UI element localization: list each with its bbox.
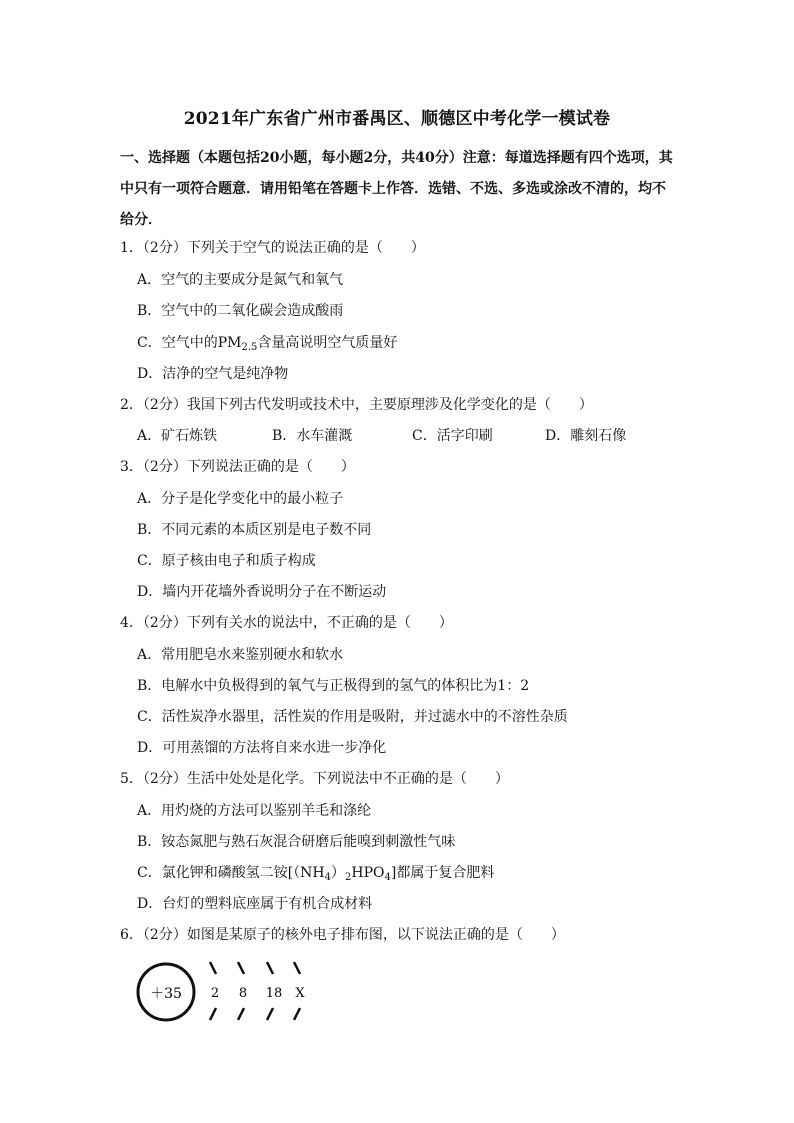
question-1-option-d: D．洁净的空气是纯净物 (137, 366, 289, 382)
shell-3-arc-top (267, 962, 273, 974)
shell-3-arc-bottom (267, 1008, 273, 1020)
shell-3-electrons: 18 (265, 986, 283, 1001)
atom-structure-diagram (134, 958, 334, 1028)
shell-2-arc-bottom (238, 1008, 244, 1020)
question-2-stem: 2．（2分）我国下列古代发明或技术中，主要原理涉及化学变化的是（ ） (120, 397, 593, 413)
question-2-options (137, 425, 626, 445)
question-2-option-d: D．雕刻石像 (545, 428, 627, 444)
question-3-stem: 3．（2分）下列说法正确的是（ ） (120, 459, 355, 475)
question-5-option-d: D．台灯的塑料底座属于有机合成材料 (137, 896, 373, 912)
question-3-option-c: C．原子核由电子和质子构成 (137, 553, 316, 569)
question-2-option-c: C．活字印刷 (412, 428, 493, 444)
question-2-option-b: B．水车灌溉 (272, 428, 353, 444)
question-3-option-b: B．不同元素的本质区别是电子数不同 (137, 522, 372, 538)
shell-1-electrons: 2 (210, 986, 220, 1001)
question-4-stem: 4．（2分）下列有关水的说法中，不正确的是（ ） (120, 615, 453, 631)
page-title: 2021年广东省广州市番禺区、顺德区中考化学一模试卷 (183, 109, 611, 129)
question-5-option-b: B．铵态氮肥与熟石灰混合研磨后能嗅到刺激性气味 (137, 834, 456, 850)
shell-4-arc-bottom (294, 1008, 300, 1020)
question-1-option-c: C．空气中的$PM_{2.5}$含量高说明空气质量好 (137, 335, 398, 353)
question-1-option-b: B．空气中的二氧化碳会造成酸雨 (137, 303, 344, 319)
question-6-stem: 6．（2分）如图是某原子的核外电子排布图，以下说法正确的是（ ） (120, 927, 565, 943)
nucleus-charge: ＋35 (150, 986, 182, 1002)
shell-1-arc-bottom (210, 1008, 216, 1020)
question-1-stem: 1．（2分）下列关于空气的说法正确的是（ ） (120, 240, 425, 256)
shell-2-electrons: 8 (238, 986, 248, 1001)
question-5-option-c: C．氯化钾和磷酸氢二铵$[(NH_4)_2HPO_4]$都属于复合肥料 (137, 865, 495, 883)
question-4-option-b: B．电解水中负极得到的氧气与正极得到的氢气的体积比为1：2 (137, 678, 530, 694)
question-3-option-d: D．墙内开花墙外香说明分子在不断运动 (137, 584, 387, 600)
question-5-option-a: A．用灼烧的方法可以鉴别羊毛和涤纶 (137, 803, 372, 819)
shell-2-arc-top (238, 962, 244, 974)
question-1-option-a: A．空气的主要成分是氮气和氧气 (137, 272, 344, 288)
question-4-option-a: A．常用肥皂水来鉴别硬水和软水 (137, 647, 344, 663)
question-4-option-c: C．活性炭净水器里，活性炭的作用是吸附，并过滤水中的不溶性杂质 (137, 709, 568, 725)
question-4-option-d: D．可用蒸馏的方法将自来水进一步净化 (137, 740, 387, 756)
section-heading: 一、选择题（本题包括20小题，每小题2分，共40分）注意：每道选择题有四个选项，其中只有一项符合题意．请用铅笔在答题卡上作答．选错、不选、多选或涂改不清的，均不给分． (120, 150, 673, 228)
shell-4-electrons: X (295, 986, 305, 1001)
shell-4-arc-top (294, 962, 300, 974)
question-3-option-a: A．分子是化学变化中的最小粒子 (137, 491, 344, 507)
question-2-option-a: A．矿石炼铁 (137, 428, 218, 444)
question-5-stem: 5．（2分）生活中处处是化学。下列说法中不正确的是（ ） (120, 771, 509, 787)
shell-1-arc-top (210, 962, 216, 974)
